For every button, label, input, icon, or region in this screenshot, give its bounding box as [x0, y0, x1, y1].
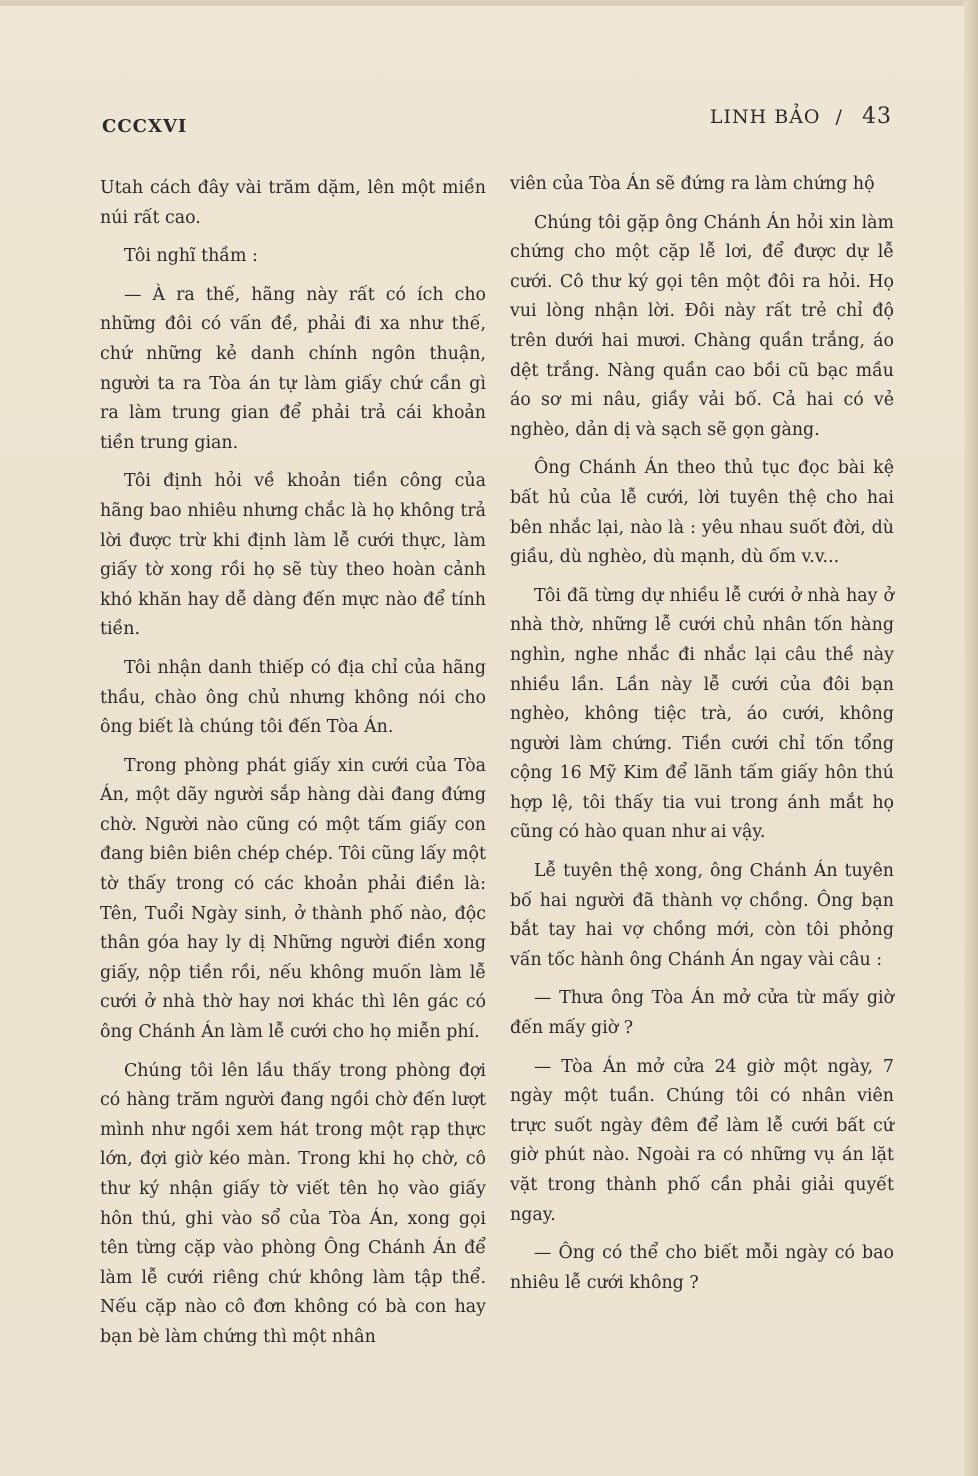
- paragraph: — Ông có thể cho biết mỗi ngày có bao nhiêu lễ cưới không ?: [510, 1243, 894, 1293]
- paragraph: Lễ tuyên thệ xong, ông Chánh Án tuyên bố hai người đã thành vợ chồng. Ông bạn bắt tay hai vợ chồng mới, còn tôi phỏng vấn tốc hành ông Chánh Án ngay vài câu :: [510, 861, 894, 970]
- header-title: LINH BẢO: [709, 106, 821, 128]
- running-header-left: CCCXVI: [102, 116, 188, 137]
- paragraph: Tôi định hỏi về khoản tiền công của hãng bao nhiêu nhưng chắc là họ không trả lời được trừ khi định làm lễ cưới thực, làm giấy tờ xong rồi họ sẽ tùy theo hoàn cảnh khó khăn hay dễ dàng đến mực nào để tính tiền.: [100, 471, 486, 640]
- paragraph: Ông Chánh Án theo thủ tục đọc bài kệ bất hủ của lễ cưới, lời tuyên thệ cho hai bên nhắc lại, nào là : yêu nhau suốt đời, dù giầu, dù nghèo, dù mạnh, dù ốm v.v...: [510, 458, 894, 568]
- paragraph: — Tòa Án mở cửa 24 giờ một ngày, 7 ngày một tuần. Chúng tôi có nhân viên trực suốt ngày đêm để làm lễ cưới bất cứ giờ phút nào. Ngoài ra có những vụ án lặt vặt trong thành phố cần phải giải quyết ngay.: [510, 1056, 894, 1225]
- page-right-edge: [964, 0, 978, 1476]
- paragraph: Tôi nghĩ thầm :: [124, 246, 258, 267]
- right-column: [510, 170, 894, 1307]
- paragraph: — À ra thế, hãng này rất có ích cho những đôi có vấn đề, phải đi xa như thế, chứ những kẻ danh chính ngôn thuận, người ta ra Tòa án tự làm giấy chứ cần gì ra làm trung gian để phải trả cái khoản tiền trung gian.: [100, 284, 486, 453]
- page-number: 43: [862, 104, 892, 129]
- page-top-edge: [0, 0, 978, 6]
- paragraph: Tôi đã từng dự nhiều lễ cưới ở nhà hay ở nhà thờ, những lễ cưới chủ nhân tốn hàng nghìn, nghe nhắc đi nhắc lại câu thề này nhiều lần. Lần này lễ cưới của đôi bạn nghèo, không tiệc trà, áo cưới, không người làm chứng. Tiền cưới chỉ tốn tổng cộng 16 Mỹ Kim để lãnh tấm giấy hôn thú hợp lệ, tôi thấy tia vui trong ánh mắt họ cũng có hào quan như ai vậy.: [510, 585, 894, 843]
- left-column: [100, 174, 486, 1362]
- paragraph: viên của Tòa Án sẽ đứng ra làm chứng hộ: [510, 174, 875, 194]
- header-separator: /: [835, 106, 843, 128]
- paragraph: — Thưa ông Tòa Án mở cửa từ mấy giờ đến mấy giờ ?: [510, 988, 894, 1039]
- paragraph: Chúng tôi lên lầu thấy trong phòng đợi có hàng trăm người đang ngồi chờ đến lượt mình như ngồi xem hát trong một rạp thực lớn, đợi giờ kéo màn. Trong khi họ chờ, cô thư ký nhận giấy tờ viết tên họ vào giấy hôn thú, ghi vào sổ của Tòa Án, xong gọi tên từng cặp vào phòng Ông Chánh Án để làm lễ cưới riêng chứ không làm tập thể. Nếu cặp nào cô đơn không có bà con hay bạn bè làm chứng thì một nhân: [100, 1060, 486, 1347]
- paragraph: Chúng tôi gặp ông Chánh Án hỏi xin làm chứng cho một cặp lễ lơi, để được dự lễ cưới. Cô thư ký gọi tên một đôi ra hỏi. Họ vui lòng nhận lời. Đôi này rất trẻ chỉ độ trên dưới hai mươi. Chàng quần trắng, áo dệt trắng. Nàng quần cao bồi cũ bạc mầu áo sơ mi nâu, giầy vải bố. Cả hai có vẻ nghèo, dản dị và sạch sẽ gọn gàng.: [510, 212, 894, 440]
- paragraph: Trong phòng phát giấy xin cưới của Tòa Án, một dãy người sắp hàng dài đang đứng chờ. Người nào cũng có một tấm giấy con đang biên biên chép chép. Tôi cũng lấy một tờ thấy trong có các khoản phải điền là: Tên, Tuổi Ngày sinh, ở thành phố nào, độc thân góa hay ly dị Những người điền xong giấy, nộp tiền rồi, nếu không muốn làm lễ cưới ở nhà thờ hay nơi khác thì lên gác có ông Chánh Án làm lễ cưới cho họ miễn phí.: [100, 755, 486, 1043]
- running-header-right: [710, 104, 892, 129]
- paragraph: Tôi nhận danh thiếp có địa chỉ của hãng thầu, chào ông chủ nhưng không nói cho ông biết là chúng tôi đến Tòa Án.: [100, 657, 486, 738]
- paragraph: Utah cách đây vài trăm dặm, lên một miền núi rất cao.: [100, 178, 486, 228]
